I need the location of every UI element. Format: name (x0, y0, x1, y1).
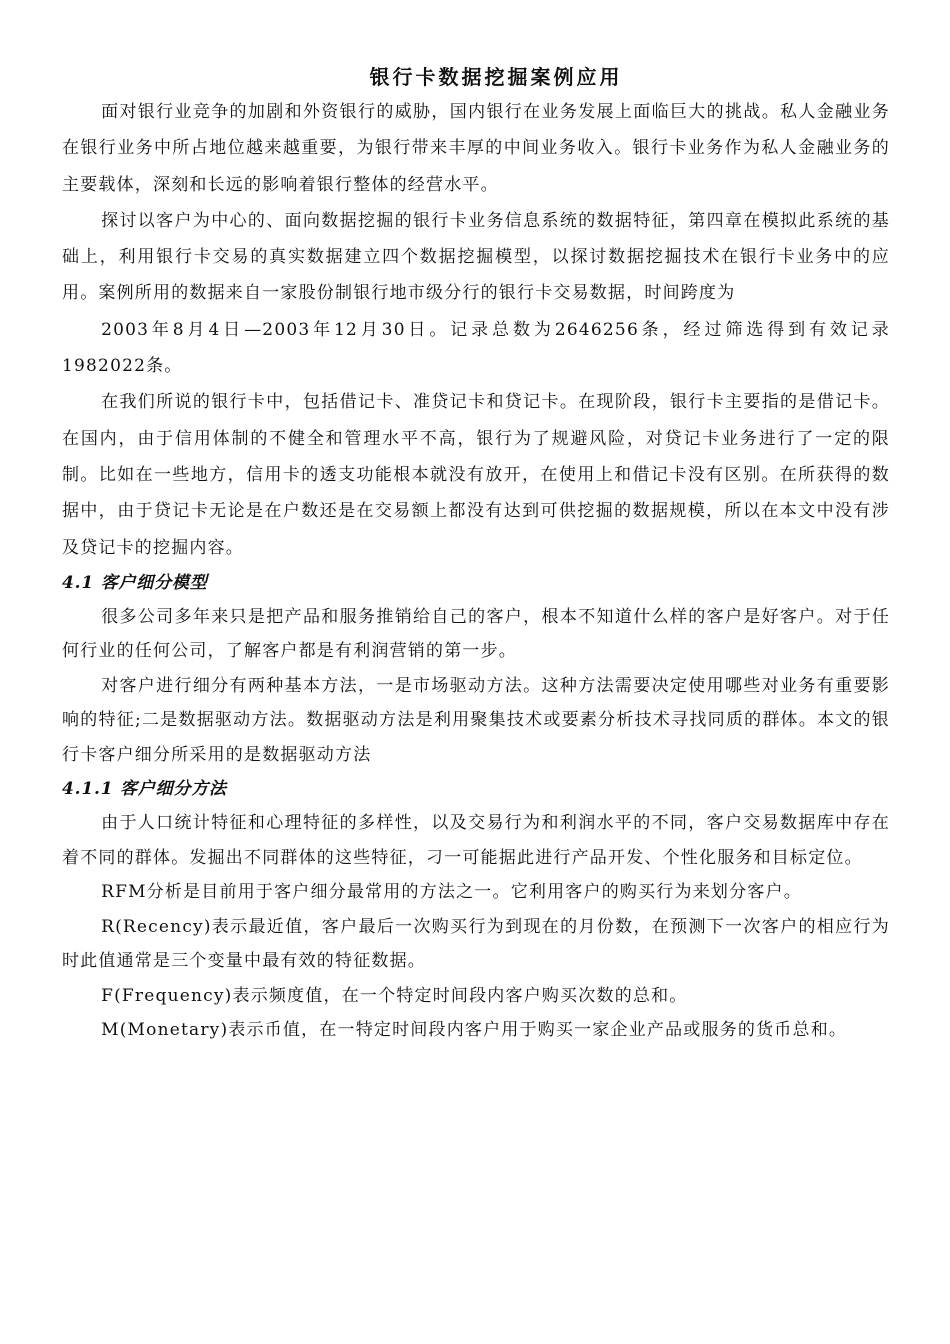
section-heading-4-1: 4.1 客户细分模型 (62, 572, 208, 593)
data-range-paragraph: 2003年8月4日—2003年12月30日。记录总数为2646256条，经过筛选得到有效记录1982022条。 (62, 319, 890, 377)
bank-card-types-paragraph: 在我们所说的银行卡中，包括借记卡、准贷记卡和贷记卡。在现阶段，银行卡主要指的是借记卡。在国内，由于信用体制的不健全和管理水平不高，银行为了规避风险，对贷记卡业务进行了一定的限制。比如在一些地方，信用卡的透支功能根本就没有放开，在使用上和借记卡没有区别。在所获得的数据中，由于贷记卡无论是在户数还是在交易额上都没有达到可供挖掘的数据规模，所以在本文中没有涉及贷记卡的挖掘内容。 (62, 392, 890, 558)
monetary-paragraph: M(Monetary)表示币值，在一特定时间段内客户用于购买一家企业产品或服务的货币总和。 (101, 1020, 848, 1041)
section-4-1-paragraph-2: 对客户进行细分有两种基本方法，一是市场驱动方法。这种方法需要决定使用哪些对业务有重要影响的特征;二是数据驱动方法。数据驱动方法是利用聚集技术或要素分析技术寻找同质的群体。本文的银行卡客户细分所采用的是数据驱动方法 (62, 675, 890, 765)
section-4-1-paragraph-1: 很多公司多年来只是把产品和服务推销给自己的客户，根本不知道什么样的客户是好客户。对于任何行业的任何公司，了解客户都是有利润营销的第一步。 (62, 606, 890, 662)
frequency-paragraph: F(Frequency)表示频度值，在一个特定时间段内客户购买次数的总和。 (101, 985, 688, 1006)
intro-paragraph-1: 面对银行业竞争的加剧和外资银行的威胁，国内银行在业务发展上面临巨大的挑战。私人金融业务在银行业务中所占地位越来越重要，为银行带来丰厚的中间业务收入。银行卡业务作为私人金融业务的主要载体，深刻和长远的影响着银行整体的经营水平。 (62, 102, 890, 195)
intro-paragraph-2: 探讨以客户为中心的、面向数据挖掘的银行卡业务信息系统的数据特征，第四章在模拟此系统的基础上，利用银行卡交易的真实数据建立四个数据挖掘模型，以探讨数据挖掘技术在银行卡业务中的应用。案例所用的数据来自一家股份制银行地市级分行的银行卡交易数据，时间跨度为 (62, 210, 890, 304)
section-heading-4-1-1: 4.1.1 客户细分方法 (62, 779, 227, 800)
rfm-paragraph: RFM分析是目前用于客户细分最常用的方法之一。它利用客户的购买行为来划分客户。 (101, 882, 802, 903)
section-4-1-1-paragraph-1: 由于人口统计特征和心理特征的多样性，以及交易行为和利润水平的不同，客户交易数据库中存在着不同的群体。发掘出不同群体的这些特征，刁一可能据此进行产品开发、个性化服务和目标定位。 (62, 813, 890, 868)
document-title: 银行卡数据挖掘案例应用 (369, 65, 623, 89)
recency-paragraph: R(Recency)表示最近值，客户最后一次购买行为到现在的月份数，在预测下一次客户的相应行为时此值通常是三个变量中最有效的特征数据。 (62, 916, 890, 972)
